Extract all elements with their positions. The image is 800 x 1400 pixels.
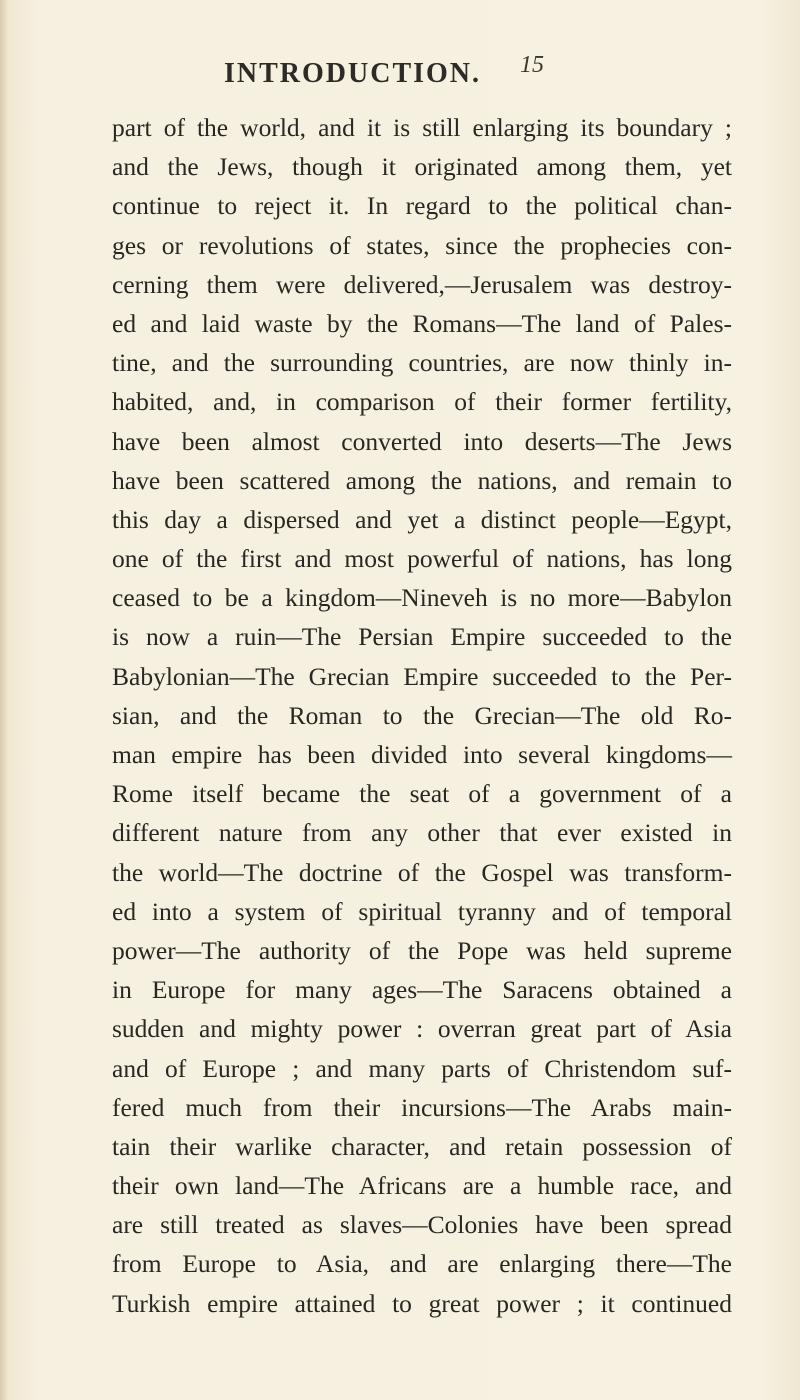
- text-line: the world—The doctrine of the Gospel was transform-: [112, 857, 732, 887]
- text-line: ges or revolutions of states, since the prophecies con-: [112, 230, 732, 260]
- page-number: 15: [520, 52, 544, 78]
- text-line: have been almost converted into deserts—The Jews: [112, 426, 732, 456]
- body-text: [112, 108, 732, 1323]
- running-title: INTRODUCTION.: [224, 58, 482, 89]
- text-line: habited, and, in comparison of their former fertility,: [112, 387, 732, 417]
- text-line: from Europe to Asia, and are enlarging there—The: [112, 1249, 732, 1279]
- text-line: ceased to be a kingdom—Nineveh is no more—Babylon: [112, 583, 732, 613]
- text-line: ed into a system of spiritual tyranny and of temporal: [112, 896, 732, 926]
- text-line: ed and laid waste by the Romans—The land of Pales-: [112, 308, 732, 338]
- text-line: Rome itself became the seat of a government of a: [112, 779, 732, 809]
- text-line: cerning them were delivered,—Jerusalem was destroy-: [112, 269, 732, 299]
- text-line: sian, and the Roman to the Grecian—The old Ro-: [112, 700, 732, 730]
- text-line: part of the world, and it is still enlarging its boundary ;: [112, 113, 732, 142]
- text-line: are still treated as slaves—Colonies have been spread: [112, 1210, 732, 1240]
- running-head: [110, 52, 730, 98]
- text-line: this day a dispersed and yet a distinct people—Egypt,: [112, 504, 732, 534]
- text-line: power—The authority of the Pope was held supreme: [112, 935, 732, 965]
- text-line: in Europe for many ages—The Saracens obtained a: [112, 975, 732, 1005]
- text-line: Babylonian—The Grecian Empire succeeded to the Per-: [112, 661, 732, 691]
- text-line: one of the first and most powerful of nations, has long: [112, 544, 732, 574]
- text-line: fered much from their incursions—The Arabs main-: [112, 1092, 732, 1122]
- text-line: their own land—The Africans are a humble race, and: [112, 1171, 732, 1201]
- text-line: different nature from any other that ever existed in: [112, 818, 732, 848]
- text-line: have been scattered among the nations, and remain to: [112, 465, 732, 495]
- text-line: is now a ruin—The Persian Empire succeeded to the: [112, 622, 732, 652]
- text-line: Turkish empire attained to great power ; it continued: [112, 1288, 732, 1318]
- page-binding-edge: [0, 0, 8, 1400]
- text-line: sudden and mighty power : overran great part of Asia: [112, 1014, 732, 1044]
- text-line: man empire has been divided into several kingdoms—: [112, 740, 732, 769]
- text-line: tain their warlike character, and retain possession of: [112, 1131, 732, 1161]
- text-line: continue to reject it. In regard to the political chan-: [112, 191, 732, 221]
- text-line: and of Europe ; and many parts of Christendom suf-: [112, 1053, 732, 1083]
- text-line: and the Jews, though it originated among them, yet: [112, 152, 732, 182]
- text-line: tine, and the surrounding countries, are now thinly in-: [112, 348, 732, 378]
